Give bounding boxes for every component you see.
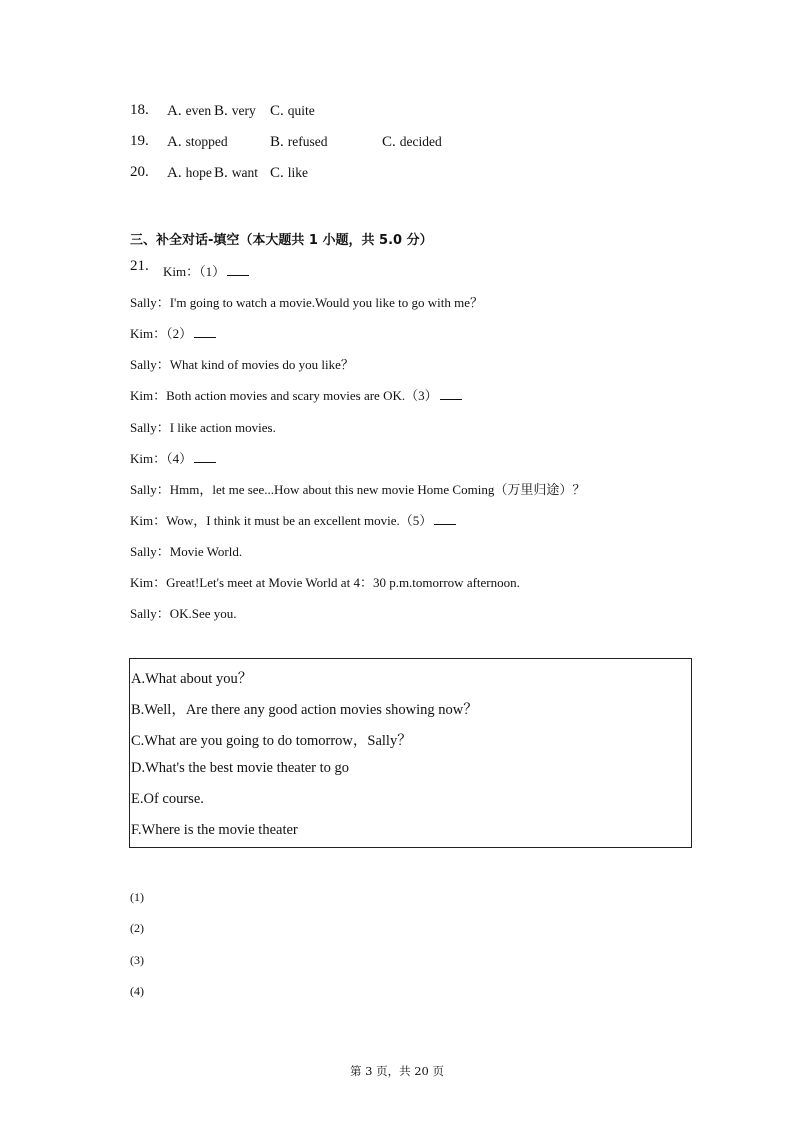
answer-label-1: (1) bbox=[130, 890, 144, 904]
question-number-20: 20. bbox=[130, 164, 149, 180]
option-word: even bbox=[185, 103, 212, 118]
answer-label-3: (3) bbox=[130, 953, 144, 967]
choices-box bbox=[129, 658, 692, 848]
dialogue-line-5 bbox=[130, 385, 462, 404]
option-letter: C. bbox=[382, 134, 396, 150]
option-20-b bbox=[214, 164, 258, 182]
option-word: very bbox=[231, 103, 256, 118]
choice-f: F.Where is the movie theater bbox=[131, 822, 298, 838]
dialogue-line-9 bbox=[130, 510, 456, 529]
choice-a: A.What about you？ bbox=[131, 671, 253, 687]
dialogue-line-8: Sally：Hmm，let me see...How about this new movie Home Coming（万里归途）？ bbox=[130, 482, 586, 497]
dialogue-text: Kim：（2） bbox=[130, 326, 193, 341]
choice-b: B.Well，Are there any good action movies showing now？ bbox=[131, 702, 478, 718]
dialogue-line-6: Sally：I like action movies. bbox=[130, 420, 276, 435]
option-letter: A. bbox=[167, 103, 182, 119]
choice-d: D.What's the best movie theater to go bbox=[131, 760, 350, 776]
option-letter: B. bbox=[270, 134, 284, 150]
dialogue-line-10: Sally：Movie World. bbox=[130, 544, 243, 559]
option-letter: C. bbox=[270, 165, 284, 181]
answer-label-2: (2) bbox=[130, 921, 144, 935]
answer-blank bbox=[434, 512, 456, 525]
dialogue-line-1 bbox=[163, 261, 249, 280]
question-number-19: 19. bbox=[130, 133, 149, 149]
option-19-a bbox=[167, 133, 228, 151]
option-word: refused bbox=[287, 134, 328, 149]
answer-blank bbox=[440, 387, 462, 400]
option-letter: C. bbox=[270, 103, 284, 119]
answer-blank bbox=[194, 325, 216, 338]
option-letter: A. bbox=[167, 165, 182, 181]
option-18-c bbox=[270, 102, 315, 120]
dialogue-line-4: Sally：What kind of movies do you like？ bbox=[130, 357, 354, 372]
choice-c: C.What are you going to do tomorrow，Sally？ bbox=[131, 733, 412, 749]
choice-e: E.Of course. bbox=[131, 791, 204, 807]
option-word: stopped bbox=[185, 134, 228, 149]
option-18-a bbox=[167, 102, 211, 120]
section-heading: 三、补全对话-填空（本大题共 1 小题，共 5.0 分） bbox=[130, 233, 433, 248]
option-19-b bbox=[270, 133, 328, 151]
option-word: hope bbox=[185, 165, 212, 180]
dialogue-line-11: Kim：Great!Let's meet at Movie World at 4：30 p.m.tomorrow afternoon. bbox=[130, 575, 520, 590]
answer-label-4: (4) bbox=[130, 984, 144, 998]
option-letter: A. bbox=[167, 134, 182, 150]
option-19-c bbox=[382, 133, 442, 151]
dialogue-line-12: Sally：OK.See you. bbox=[130, 606, 237, 621]
dialogue-text: Kim：Both action movies and scary movies are OK.（3） bbox=[130, 388, 438, 403]
option-letter: B. bbox=[214, 103, 228, 119]
option-word: want bbox=[231, 165, 259, 180]
option-word: like bbox=[287, 165, 309, 180]
dialogue-line-7 bbox=[130, 448, 216, 467]
option-letter: B. bbox=[214, 165, 228, 181]
answer-blank bbox=[194, 450, 216, 463]
dialogue-text: Kim：（4） bbox=[130, 451, 193, 466]
option-18-b bbox=[214, 102, 256, 120]
option-word: decided bbox=[399, 134, 442, 149]
dialogue-text: Kim：Wow，I think it must be an excellent movie.（5） bbox=[130, 513, 433, 528]
page-footer: 第 3 页，共 20 页 bbox=[349, 1064, 445, 1078]
dialogue-line-3 bbox=[130, 323, 216, 342]
question-number-18: 18. bbox=[130, 102, 149, 118]
option-20-a bbox=[167, 164, 212, 182]
question-number-21: 21. bbox=[130, 258, 149, 274]
option-word: quite bbox=[287, 103, 315, 118]
option-20-c bbox=[270, 164, 308, 182]
dialogue-text: Kim：（1） bbox=[163, 264, 226, 279]
dialogue-line-2: Sally：I'm going to watch a movie.Would you like to go with me？ bbox=[130, 295, 483, 310]
answer-blank bbox=[227, 263, 249, 276]
